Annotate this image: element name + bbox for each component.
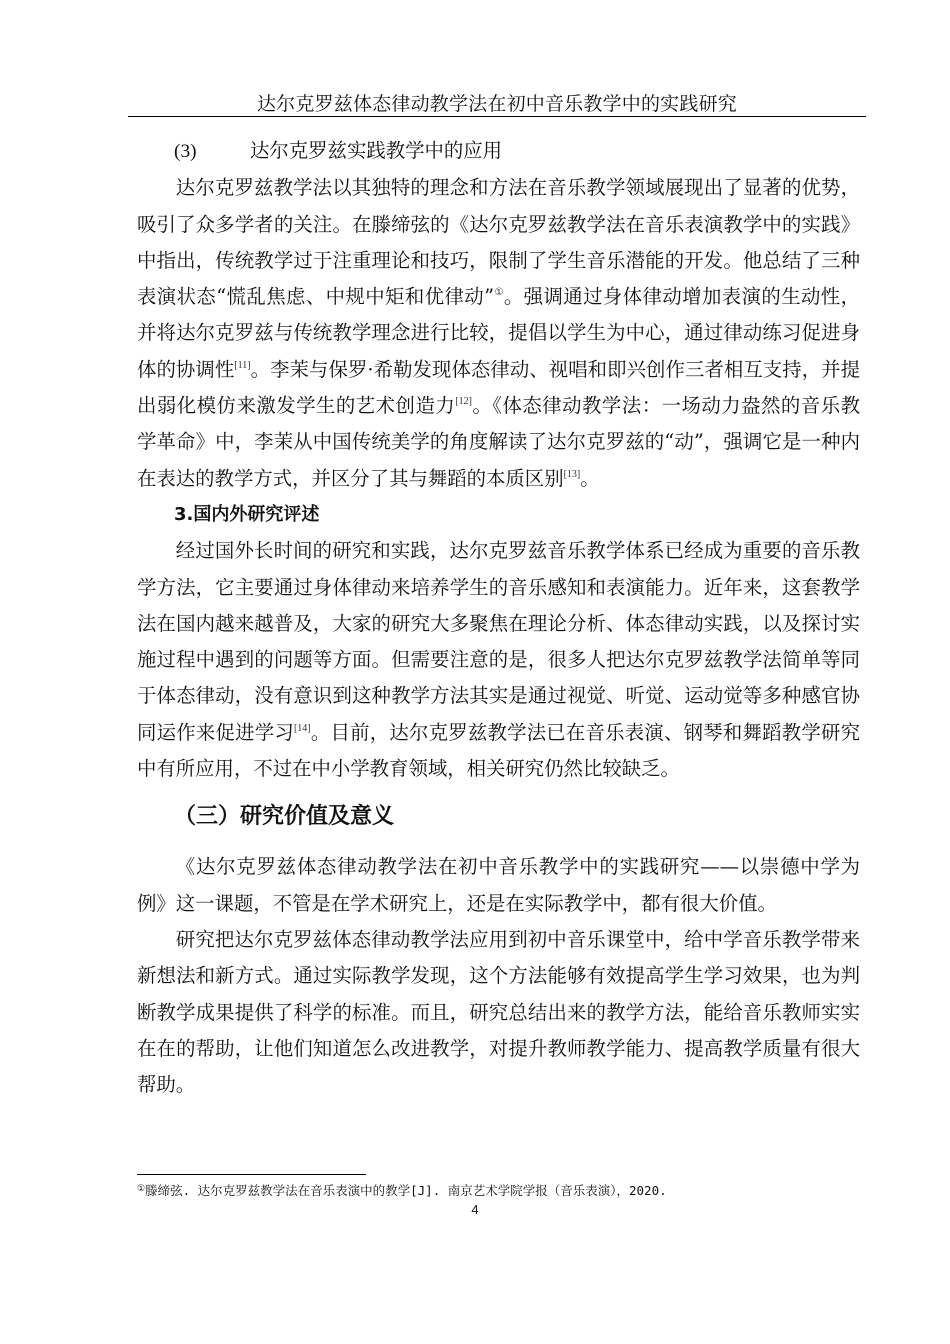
page-body [137, 133, 860, 1103]
citation-14[interactable]: [14] [293, 722, 311, 734]
paragraph-dalcroze-application [137, 170, 860, 497]
citation-11[interactable]: [11] [234, 359, 251, 371]
footnote-ref[interactable]: ① [494, 287, 504, 299]
citation-13[interactable]: [13] [563, 468, 581, 480]
section-heading-review: 3.国内外研究评述 [174, 503, 320, 525]
paragraph-value-2: 研究把达尔克罗兹体态律动教学法应用到初中音乐课堂中，给中学音乐教学带来新想法和新方式。通过实际教学发现，这个方法能够有效提高学生学习效果，也为判断教学成果提供了科学的标准。而且，研究总结出来的教学方法，能给音乐教师实实在在的帮助，让他们知道怎么改进教学，对提升教师教学能力、提高教学质量有很大帮助。 [137, 927, 860, 1097]
footnote-text: 滕缔弦. 达尔克罗兹教学法在音乐表演中的教学[J]. 南京艺术学院学报（音乐表演），2020. [145, 1183, 667, 1198]
section-heading-value: （三）研究价值及意义 [174, 804, 395, 830]
footnote-rule [137, 1174, 366, 1175]
subsection-title: 达尔克罗兹实践教学中的应用 [250, 139, 503, 162]
footnote [137, 1182, 860, 1200]
paragraph-text: 。强调通过身体律动增加表演的生动性，并将达尔克罗兹与传统教学理念进行比较，提倡以学生为中心，通过律动练习促进身体的协调性 [137, 285, 861, 381]
header-rule [128, 116, 866, 117]
citation-12[interactable]: [12] [455, 396, 472, 408]
paragraph-text: 。 [580, 466, 600, 490]
paragraph-value-1: 《达尔克罗兹体态律动教学法在初中音乐教学中的实践研究——以崇德中学为例》这一课题，不管是在学术研究上，还是在实际教学中，都有很大价值。 [137, 855, 860, 915]
paragraph-research-review [137, 533, 860, 787]
paragraph-text: 达尔克罗兹教学法以其独特的理念和方法在音乐教学领域展现出了显著的优势，吸引了众多学者的关注。在滕缔弦的《达尔克罗兹教学法在音乐表演教学中的实践》中指出，传统教学过于注重理论和技巧，限制了学生音乐潜能的开发。他总结了三种表演状态“慌乱焦虑、中规中矩和优律动” [137, 176, 860, 309]
subsection-number: (3) [174, 141, 197, 162]
paragraph-text: 。目前，达尔克罗兹教学法已在音乐表演、钢琴和舞蹈教学研究中有所应用，不过在中小学教育领域，相关研究仍然比较缺乏。 [137, 720, 861, 781]
footnote-mark: ① [137, 1184, 146, 1194]
paragraph-text: 。《体态律动教学法：一场动力盎然的音乐教学革命》中，李茉从中国传统美学的角度解读了达尔克罗兹的“动”，强调它是一种内在表达的教学方式，并区分了其与舞蹈的本质区别 [137, 394, 860, 490]
subsection-heading-3 [137, 133, 860, 170]
page-number: 4 [471, 1202, 479, 1217]
running-header: 达尔克罗兹体态律动教学法在初中音乐教学中的实践研究 [256, 93, 737, 115]
paragraph-text: 。李茉与保罗·希勒发现体态律动、视唱和即兴创作三者相互支持，并提出弱化模仿来激发学生的艺术创造力 [137, 357, 861, 418]
paragraph-text: 经过国外长时间的研究和实践，达尔克罗兹音乐教学体系已经成为重要的音乐教学方法，它主要通过身体律动来培养学生的音乐感知和表演能力。近年来，这套教学法在国内越来越普及，大家的研究大多聚焦在理论分析、体态律动实践，以及探讨实施过程中遇到的问题等方面。但需要注意的是，很多人把达尔克罗兹教学法简单等同于体态律动，没有意识到这种教学方法其实是通过视觉、听觉、运动觉等多种感官协同运作来促进学习 [137, 539, 860, 744]
